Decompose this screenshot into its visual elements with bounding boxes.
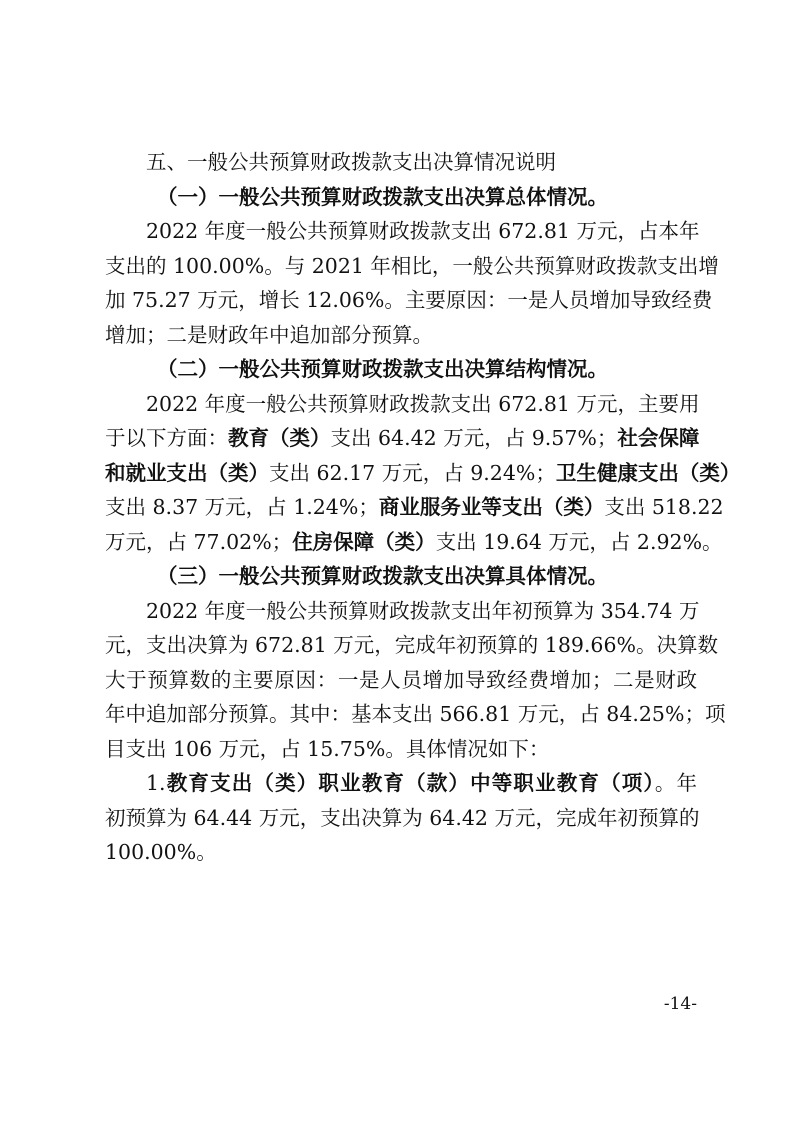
item-title: 教育支出（类）职业教育（款）中等职业教育（项） bbox=[165, 771, 655, 795]
category-label: 社会保障 bbox=[617, 426, 700, 450]
text-segment: 支出 62.17 万元，占 9.24%； bbox=[269, 460, 556, 485]
part2-line-1: 2022 年度一般公共预算财政拨款支出 672.81 万元，主要用 bbox=[146, 391, 700, 416]
text-segment: 支出 19.64 万元，占 2.92%。 bbox=[435, 529, 723, 554]
part2-line-2 bbox=[105, 421, 700, 456]
part1-line-3: 加 75.27 万元，增长 12.06%。主要原因：一是人员增加导致经费 bbox=[105, 288, 713, 312]
part2-line-4 bbox=[105, 490, 724, 525]
part2-line-5 bbox=[105, 525, 723, 560]
page-number: -14- bbox=[663, 994, 697, 1014]
part2-heading: （二）一般公共预算财政拨款支出决算结构情况。 bbox=[157, 357, 608, 381]
item1-line-3: 100.00%。 bbox=[105, 840, 217, 864]
text-segment: 支出 64.42 万元，占 9.57%； bbox=[330, 426, 618, 450]
category-label: 教育（类） bbox=[228, 426, 331, 450]
part1-line-4: 增加；二是财政年中追加部分预算。 bbox=[105, 322, 433, 347]
document-body bbox=[105, 145, 741, 870]
text-segment: 支出 518.22 bbox=[604, 495, 724, 519]
text-segment: 于以下方面： bbox=[105, 426, 228, 450]
part2-line-3 bbox=[105, 456, 741, 491]
category-label: 住房保障（类） bbox=[292, 529, 436, 554]
item1-line-1 bbox=[105, 766, 697, 801]
part1-line-1: 2022 年度一般公共预算财政拨款支出 672.81 万元，占本年 bbox=[146, 219, 700, 243]
part1-heading: （一）一般公共预算财政拨款支出决算总体情况。 bbox=[157, 184, 608, 209]
category-label: 和就业支出（类） bbox=[105, 460, 269, 485]
category-label: 商业服务业等支出（类） bbox=[378, 495, 605, 519]
text-segment: 支出 8.37 万元，占 1.24%； bbox=[105, 495, 379, 519]
part3-line-4: 年中追加部分预算。其中：基本支出 566.81 万元，占 84.25%；项 bbox=[105, 702, 726, 726]
item-number: 1. bbox=[146, 771, 166, 795]
part3-heading: （三）一般公共预算财政拨款支出决算具体情况。 bbox=[157, 564, 608, 588]
item1-line-2: 初预算为 64.44 万元，支出决算为 64.42 万元，完成年初预算的 bbox=[105, 805, 700, 830]
text-segment: 。年 bbox=[654, 771, 698, 795]
section-title: 五、一般公共预算财政拨款支出决算情况说明 bbox=[146, 150, 556, 174]
category-label: 卫生健康支出（类） bbox=[555, 460, 741, 485]
part1-line-2: 支出的 100.00%。与 2021 年相比，一般公共预算财政拨款支出增 bbox=[105, 253, 719, 278]
text-segment: 万元，占 77.02%； bbox=[105, 529, 293, 554]
part3-line-5: 目支出 106 万元，占 15.75%。具体情况如下： bbox=[105, 736, 550, 761]
part3-line-1: 2022 年度一般公共预算财政拨款支出年初预算为 354.74 万 bbox=[146, 598, 700, 623]
part3-line-3: 大于预算数的主要原因：一是人员增加导致经费增加；二是财政 bbox=[105, 667, 697, 692]
part3-line-2: 元，支出决算为 672.81 万元，完成年初预算的 189.66%。决算数 bbox=[105, 633, 718, 657]
